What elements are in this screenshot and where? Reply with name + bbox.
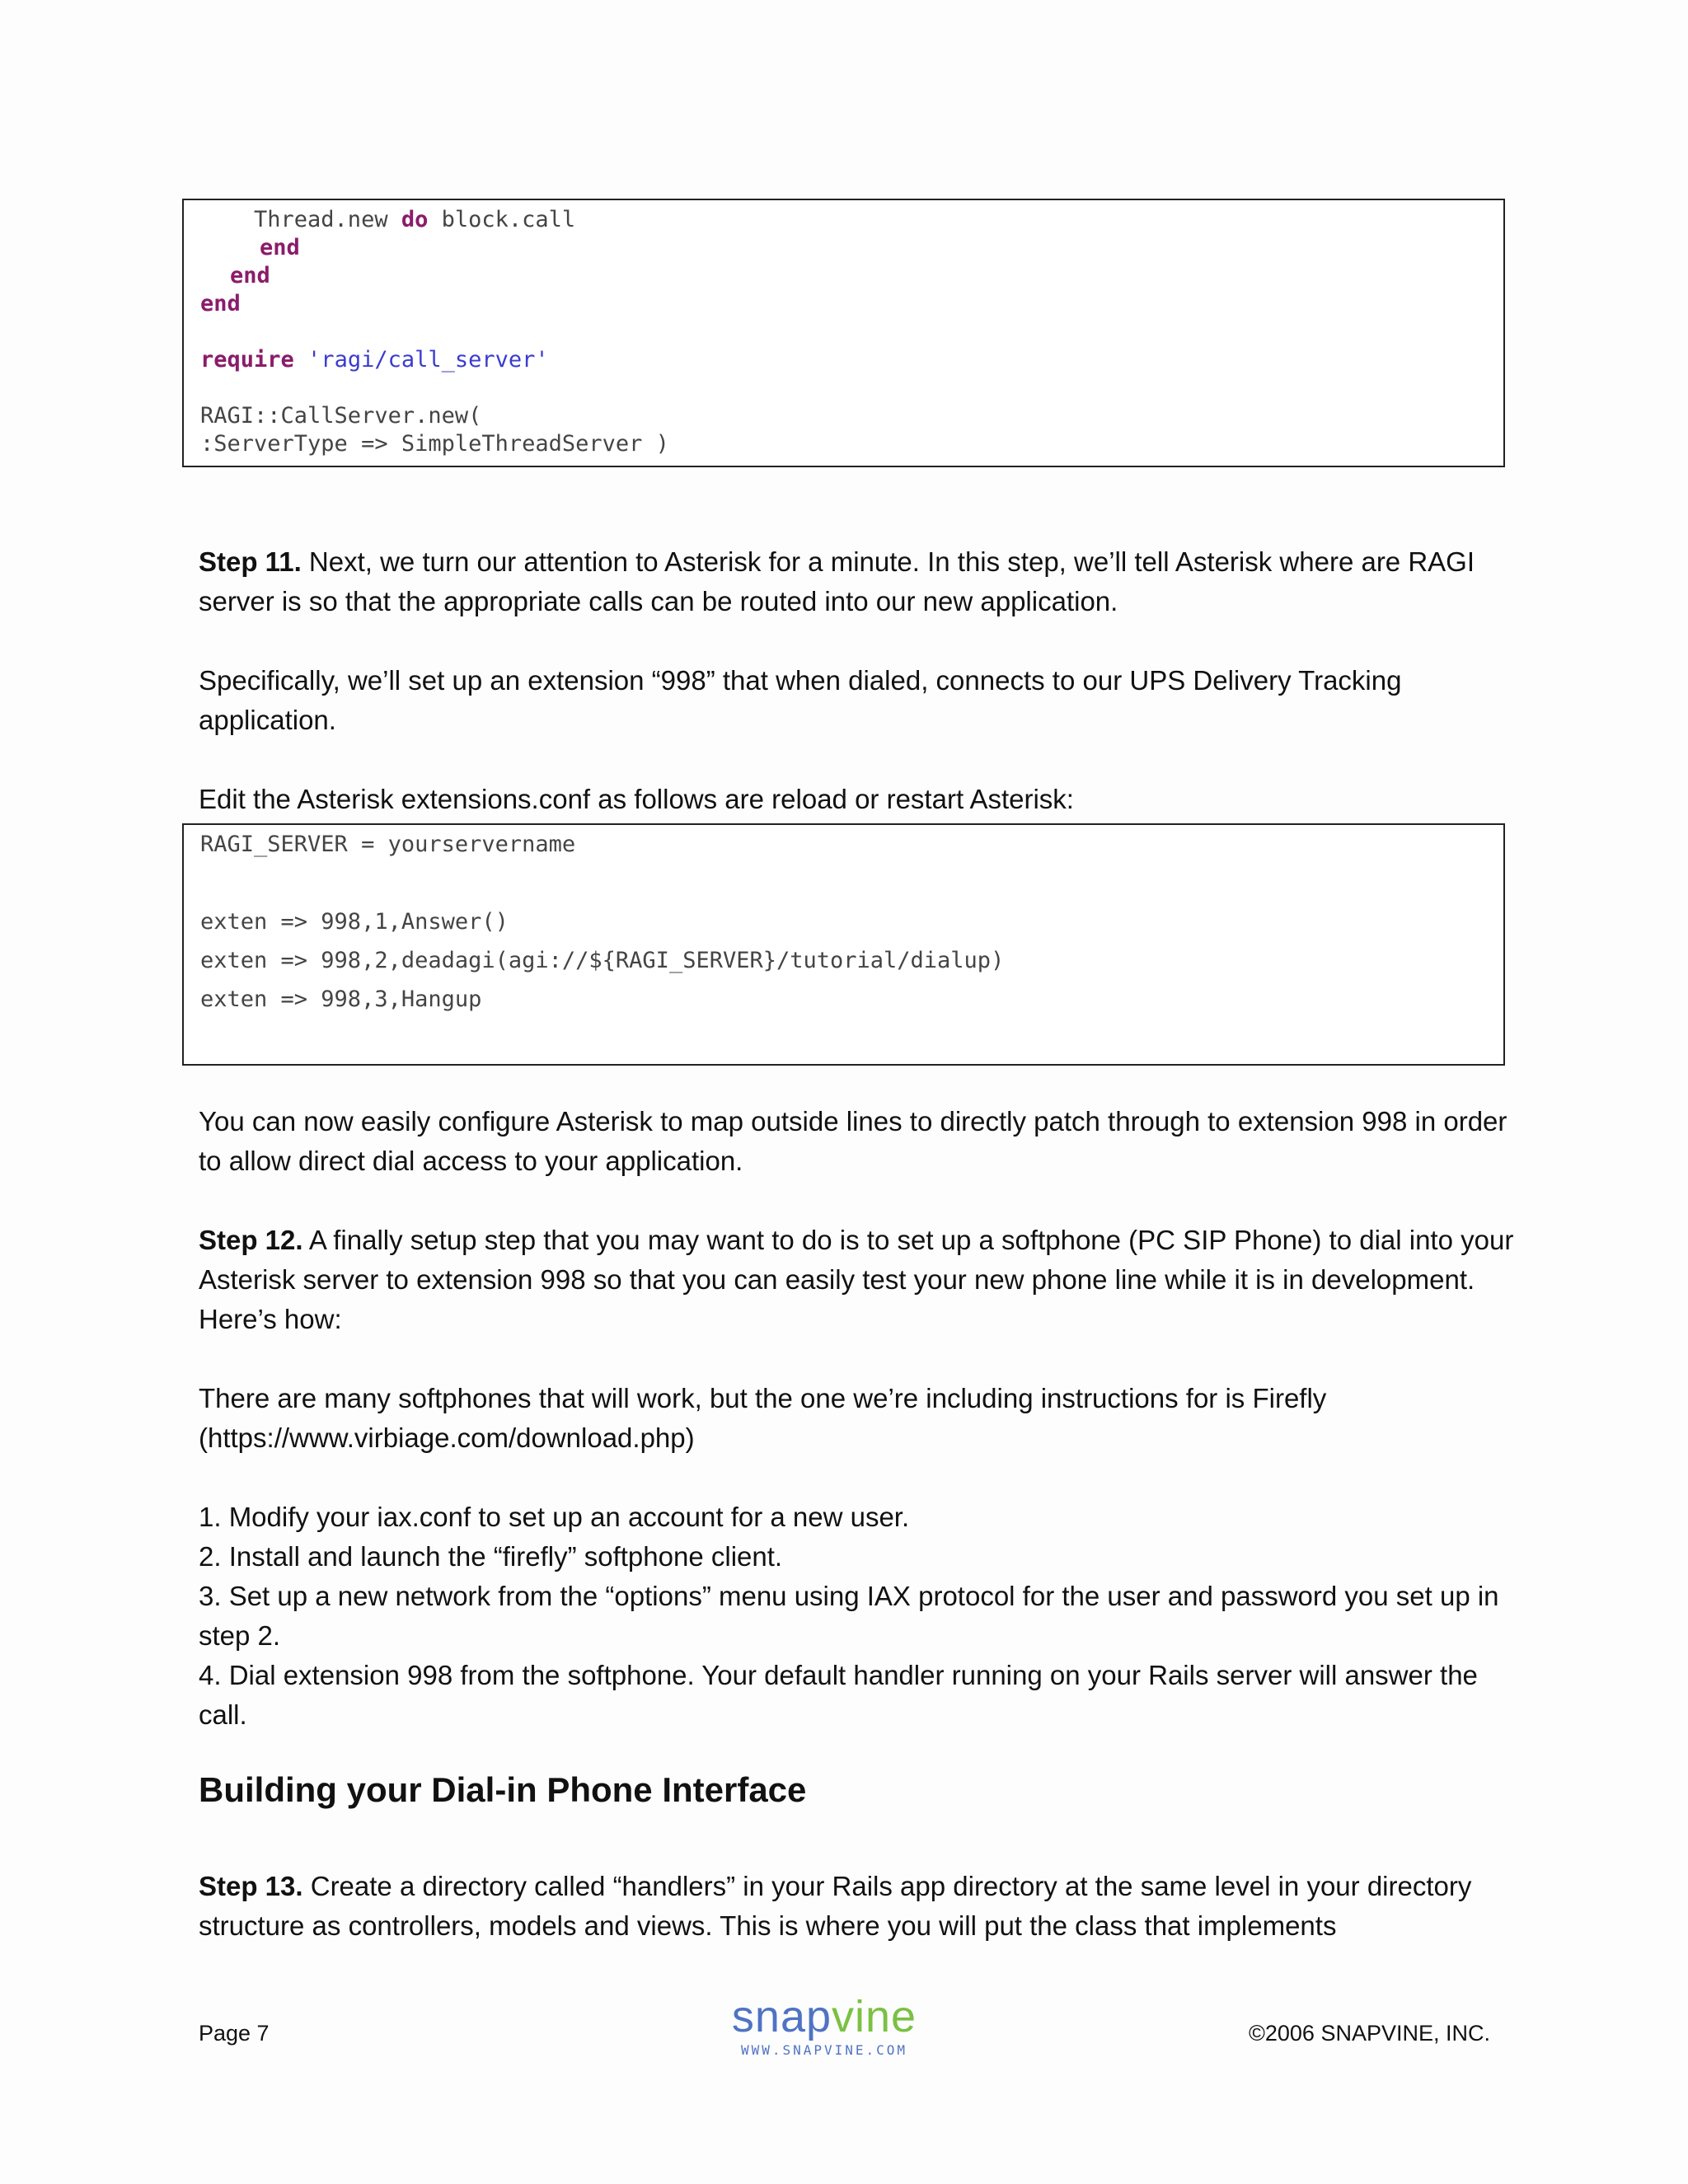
code-line: require 'ragi/call_server'	[200, 347, 549, 373]
paragraph-softphones: There are many softphones that will work, but the one we’re including instructions for is Firefly (https://www.virbiage.com/download.php)	[199, 1383, 1327, 1453]
step-11-paragraph: Step 11. Next, we turn our attention to Asterisk for a minute. In this step, we’ll tell Asterisk where are RAGI server is so that the appropriate calls can be routed into our new application.	[199, 546, 1475, 616]
page-number: Page 7	[199, 2021, 270, 2046]
paragraph-specifically: Specifically, we’ll set up an extension “998” that when dialed, connects to our UPS Delivery Tracking application.	[199, 665, 1402, 735]
code-line: :ServerType => SimpleThreadServer )	[200, 431, 669, 457]
step-12-paragraph: Step 12. A finally setup step that you may want to do is to set up a softphone (PC SIP Phone) to dial into your Asterisk server to extension 998 so that you can easily test your new phone line while it is in development. Here’s how:	[199, 1225, 1514, 1334]
code-line: RAGI_SERVER = yourservername	[200, 832, 576, 857]
code-line: end	[260, 235, 300, 260]
step-12-label: Step 12.	[199, 1225, 303, 1255]
code-line: end	[200, 291, 241, 316]
code-block-2	[182, 823, 1505, 1066]
code-line: Thread.new do block.call	[200, 207, 576, 232]
step-13-label: Step 13.	[199, 1871, 303, 1901]
list-item: 3. Set up a new network from the “options” menu using IAX protocol for the user and password you set up in step 2.	[199, 1581, 1499, 1651]
list-item: 4. Dial extension 998 from the softphone. Your default handler running on your Rails server will answer the call.	[199, 1660, 1478, 1730]
list-item: 2. Install and launch the “firefly” softphone client.	[199, 1541, 783, 1572]
code-line: RAGI::CallServer.new(	[200, 403, 482, 429]
paragraph-configure: You can now easily configure Asterisk to map outside lines to directly patch through to extension 998 in order to allow direct dial access to your application.	[199, 1106, 1507, 1176]
section-heading: Building your Dial-in Phone Interface	[199, 1770, 807, 1809]
snapvine-logo: snapvine WWW.SNAPVINE.COM	[731, 1992, 917, 2058]
copyright: ©2006 SNAPVINE, INC.	[1248, 2021, 1490, 2046]
paragraph-edit-extensions: Edit the Asterisk extensions.conf as follows are reload or restart Asterisk:	[199, 784, 1074, 814]
code-block-1	[182, 199, 1505, 467]
code-line: exten => 998,3,Hangup	[200, 987, 482, 1012]
code-line: end	[230, 263, 270, 288]
list-item: 1. Modify your iax.conf to set up an account for a new user.	[199, 1502, 910, 1532]
step-11-label: Step 11.	[199, 546, 302, 577]
code-line: exten => 998,1,Answer()	[200, 909, 509, 935]
step-13-paragraph: Step 13. Create a directory called “handlers” in your Rails app directory at the same level in your directory structure as controllers, models and views. This is where you will put the class that implements	[199, 1871, 1472, 1941]
code-line: exten => 998,2,deadagi(agi://${RAGI_SERVER}/tutorial/dialup)	[200, 948, 1005, 973]
